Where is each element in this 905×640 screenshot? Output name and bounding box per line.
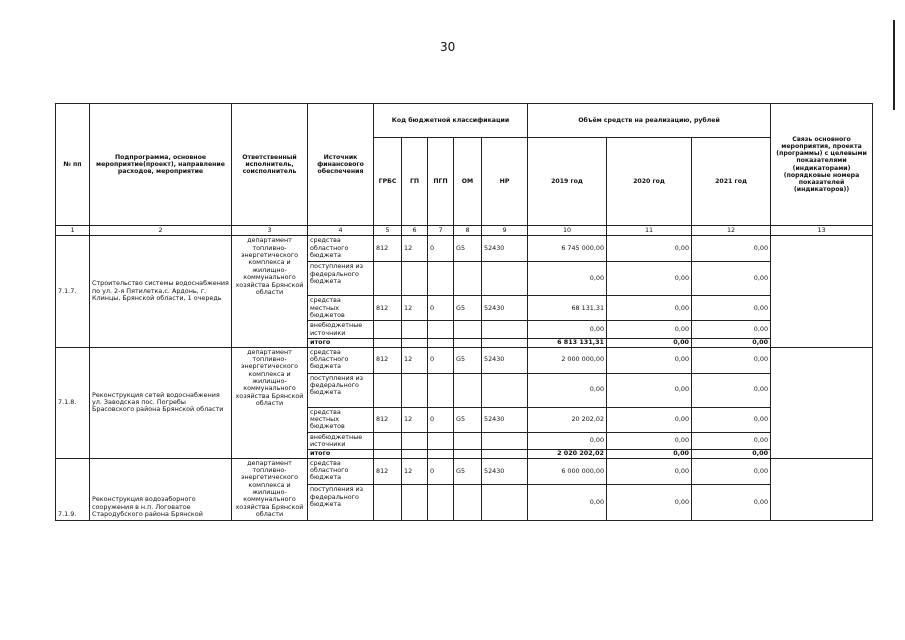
- indicator-link: [771, 458, 873, 520]
- code-om: G5: [454, 296, 482, 321]
- row-number: 7.1.7.: [56, 236, 90, 347]
- code-grbs: 812: [374, 296, 402, 321]
- code-om: [454, 262, 482, 296]
- header-2019: 2019 год: [528, 138, 607, 226]
- code-np: 52430: [482, 296, 528, 321]
- header-np: НР: [482, 138, 528, 226]
- measure-title: Строительство системы водоснабжения по ул. 2-я Пятилетка,с. Ардонь, г. Клинцы, Брянской области, 1 очередь: [90, 236, 232, 347]
- value-2020: 0,00: [607, 373, 692, 407]
- value-2021: 0,00: [692, 485, 771, 520]
- code-np: 52430: [482, 458, 528, 485]
- value-2021: 0,00: [692, 458, 771, 485]
- col-number: 6: [402, 226, 428, 236]
- value-2021: 0,00: [692, 347, 771, 373]
- code-pgp: 0: [428, 407, 454, 432]
- value-2019: 6 813 131,31: [528, 339, 607, 347]
- code-om: [454, 321, 482, 339]
- code-om: G5: [454, 458, 482, 485]
- measure-title: Реконструкция сетей водоснабжения ул. Заводская пос. Погребы Брасовского района Брянской области: [90, 347, 232, 458]
- value-2021: 0,00: [692, 296, 771, 321]
- code-pgp: [428, 339, 454, 347]
- funding-source: итого: [308, 339, 374, 347]
- value-2020: 0,00: [607, 407, 692, 432]
- funding-source: поступления из федерального бюджета: [308, 485, 374, 520]
- code-np: [482, 450, 528, 458]
- value-2020: 0,00: [607, 339, 692, 347]
- header-pgp: ПГП: [428, 138, 454, 226]
- code-pgp: 0: [428, 458, 454, 485]
- header-subprogram: Подпрограмма, основное мероприятие(проект), направление расходов, мероприятие: [90, 104, 232, 226]
- code-grbs: [374, 432, 402, 450]
- col-number: 8: [454, 226, 482, 236]
- value-2019: 20 202,02: [528, 407, 607, 432]
- col-number: 9: [482, 226, 528, 236]
- header-source: Источник финансового обеспечения: [308, 104, 374, 226]
- code-pgp: 0: [428, 236, 454, 262]
- code-om: G5: [454, 236, 482, 262]
- code-grbs: 812: [374, 407, 402, 432]
- measure-title: Реконструкция водозаборного сооружения в н.п. Логоватое Стародубского района Брянской: [90, 458, 232, 520]
- value-2020: 0,00: [607, 485, 692, 520]
- value-2020: 0,00: [607, 432, 692, 450]
- value-2020: 0,00: [607, 458, 692, 485]
- col-number: 11: [607, 226, 692, 236]
- code-grbs: [374, 373, 402, 407]
- table-row: [56, 347, 873, 373]
- code-gp: [402, 262, 428, 296]
- page-number: 30: [440, 40, 456, 54]
- funding-source: поступления из федерального бюджета: [308, 373, 374, 407]
- header-volume-group: Объём средств на реализацию, рублей: [528, 104, 771, 138]
- code-np: [482, 432, 528, 450]
- code-np: [482, 339, 528, 347]
- code-om: G5: [454, 407, 482, 432]
- code-grbs: [374, 262, 402, 296]
- code-gp: [402, 321, 428, 339]
- code-grbs: [374, 485, 402, 520]
- header-link: Связь основного мероприятия, проекта (программы) с целевыми показателями (индикаторами) (порядковые номера показателей (индикаторов)): [771, 104, 873, 226]
- value-2019: 0,00: [528, 321, 607, 339]
- code-np: 52430: [482, 236, 528, 262]
- code-pgp: [428, 450, 454, 458]
- funding-source: средства областного бюджета: [308, 458, 374, 485]
- table-row: [56, 458, 873, 485]
- funding-source: средства областного бюджета: [308, 347, 374, 373]
- col-number: 12: [692, 226, 771, 236]
- code-pgp: [428, 373, 454, 407]
- code-om: [454, 339, 482, 347]
- code-gp: 12: [402, 236, 428, 262]
- value-2021: 0,00: [692, 373, 771, 407]
- code-pgp: [428, 262, 454, 296]
- header-om: ОМ: [454, 138, 482, 226]
- responsible-executor: департамент топливно-энергетического комплекса и жилищно-коммунального хозяйства Брянской области: [232, 458, 308, 520]
- col-number: 1: [56, 226, 90, 236]
- code-pgp: 0: [428, 296, 454, 321]
- value-2020: 0,00: [607, 236, 692, 262]
- funding-source: средства местных бюджетов: [308, 407, 374, 432]
- value-2019: 0,00: [528, 485, 607, 520]
- code-np: 52430: [482, 407, 528, 432]
- value-2019: 2 020 202,02: [528, 450, 607, 458]
- code-om: [454, 450, 482, 458]
- code-gp: 12: [402, 407, 428, 432]
- code-gp: 12: [402, 296, 428, 321]
- code-pgp: [428, 432, 454, 450]
- header-gp: ГП: [402, 138, 428, 226]
- col-number: 13: [771, 226, 873, 236]
- header-2020: 2020 год: [607, 138, 692, 226]
- code-gp: [402, 373, 428, 407]
- value-2021: 0,00: [692, 262, 771, 296]
- value-2020: 0,00: [607, 262, 692, 296]
- code-grbs: [374, 339, 402, 347]
- responsible-executor: департамент топливно-энергетического комплекса и жилищно-коммунального хозяйства Брянской области: [232, 347, 308, 458]
- value-2021: 0,00: [692, 321, 771, 339]
- value-2019: 0,00: [528, 262, 607, 296]
- responsible-executor: департамент топливно-энергетического комплекса и жилищно-коммунального хозяйства Брянской области: [232, 236, 308, 347]
- code-gp: [402, 339, 428, 347]
- code-gp: 12: [402, 347, 428, 373]
- code-np: [482, 262, 528, 296]
- funding-source: внебюджетные источники: [308, 321, 374, 339]
- funding-source: поступления из федерального бюджета: [308, 262, 374, 296]
- row-number: 7.1.9.: [56, 458, 90, 520]
- value-2020: 0,00: [607, 296, 692, 321]
- value-2021: 0,00: [692, 432, 771, 450]
- value-2020: 0,00: [607, 321, 692, 339]
- funding-source: средства местных бюджетов: [308, 296, 374, 321]
- code-om: [454, 373, 482, 407]
- code-grbs: 812: [374, 347, 402, 373]
- col-number: 7: [428, 226, 454, 236]
- code-grbs: 812: [374, 458, 402, 485]
- code-gp: [402, 432, 428, 450]
- value-2020: 0,00: [607, 450, 692, 458]
- col-number: 5: [374, 226, 402, 236]
- col-number: 4: [308, 226, 374, 236]
- value-2019: 0,00: [528, 373, 607, 407]
- value-2019: 2 000 000,00: [528, 347, 607, 373]
- code-grbs: 812: [374, 236, 402, 262]
- code-om: [454, 485, 482, 520]
- value-2021: 0,00: [692, 236, 771, 262]
- col-number: 3: [232, 226, 308, 236]
- code-gp: [402, 450, 428, 458]
- value-2021: 0,00: [692, 450, 771, 458]
- indicator-link: [771, 236, 873, 347]
- code-om: G5: [454, 347, 482, 373]
- col-number: 2: [90, 226, 232, 236]
- header-2021: 2021 год: [692, 138, 771, 226]
- header-budget-code-group: Код бюджетной классификации: [374, 104, 528, 138]
- funding-source: средства областного бюджета: [308, 236, 374, 262]
- code-np: [482, 321, 528, 339]
- code-pgp: 0: [428, 347, 454, 373]
- col-number: 10: [528, 226, 607, 236]
- code-pgp: [428, 485, 454, 520]
- code-np: [482, 485, 528, 520]
- code-np: 52430: [482, 347, 528, 373]
- column-number-row: [56, 226, 873, 236]
- value-2020: 0,00: [607, 347, 692, 373]
- code-grbs: [374, 450, 402, 458]
- header-responsible: Ответственный исполнитель, соисполнитель: [232, 104, 308, 226]
- code-gp: 12: [402, 458, 428, 485]
- table-row: [56, 236, 873, 262]
- code-np: [482, 373, 528, 407]
- budget-table: [55, 103, 873, 521]
- header-num: № пп: [56, 104, 90, 226]
- code-pgp: [428, 321, 454, 339]
- value-2019: 0,00: [528, 432, 607, 450]
- code-grbs: [374, 321, 402, 339]
- funding-source: итого: [308, 450, 374, 458]
- value-2019: 6 000 000,00: [528, 458, 607, 485]
- value-2021: 0,00: [692, 339, 771, 347]
- funding-source: внебюджетные источники: [308, 432, 374, 450]
- code-gp: [402, 485, 428, 520]
- indicator-link: [771, 347, 873, 458]
- row-number: 7.1.8.: [56, 347, 90, 458]
- value-2021: 0,00: [692, 407, 771, 432]
- code-om: [454, 432, 482, 450]
- value-2019: 68 131,31: [528, 296, 607, 321]
- header-grbs: ГРБС: [374, 138, 402, 226]
- page-edge-line: [893, 20, 895, 110]
- value-2019: 6 745 000,00: [528, 236, 607, 262]
